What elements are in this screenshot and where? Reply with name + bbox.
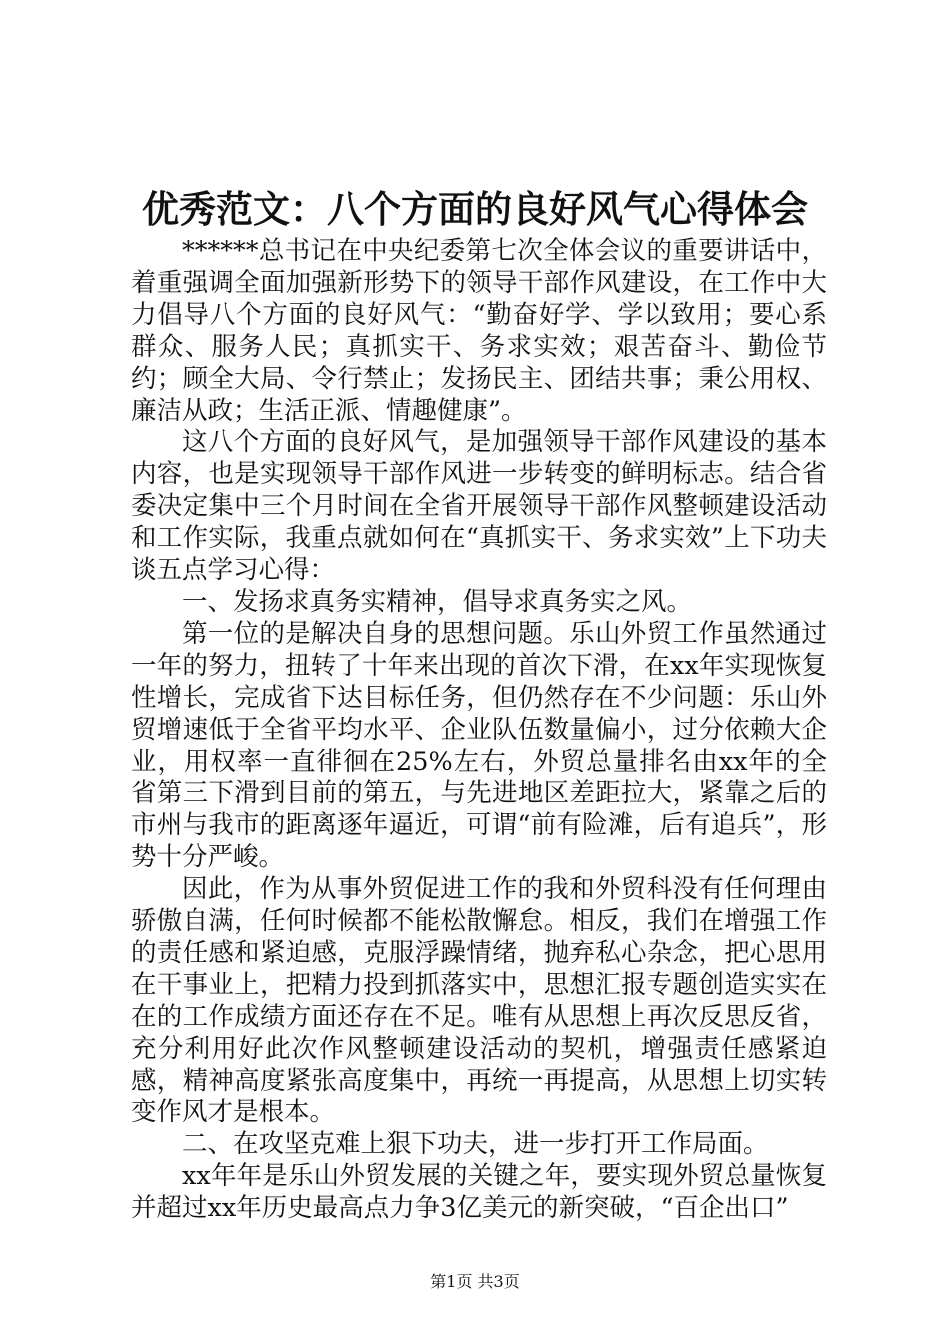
page-number-footer: 第1页 共3页 [430,1272,520,1291]
paragraph: 这八个方面的良好风气，是加强领导干部作风建设的基本内容，也是实现领导干部作风进一步转变的鲜明标志。结合省委决定集中三个月时间在全省开展领导干部作风整顿建设活动和工作实际，我重点就如何在“真抓实干、务求实效”上下功夫谈五点学习心得： [131,427,827,586]
document-body [131,236,827,1225]
paragraph: 因此，作为从事外贸促进工作的我和外贸科没有任何理由骄傲自满，任何时候都不能松散懈怠。相反，我们在增强工作的责任感和紧迫感，克服浮躁情绪，抛弃私心杂念，把心思用在干事业上，把精力投到抓落实中，思想汇报专题创造实实在在的工作成绩方面还存在不足。唯有从思想上再次反思反省，充分利用好此次作风整顿建设活动的契机，增强责任感紧迫感，精神高度紧张高度集中，再统一再提高，从思想上切实转变作风才是根本。 [131,874,827,1128]
paragraph: xx年年是乐山外贸发展的关键之年，要实现外贸总量恢复并超过xx年历史最高点力争3亿美元的新突破，“百企出口” [131,1161,827,1224]
paragraph: 第一位的是解决自身的思想问题。乐山外贸工作虽然通过一年的努力，扭转了十年来出现的首次下滑，在xx年实现恢复性增长，完成省下达目标任务，但仍然存在不少问题：乐山外贸增速低于全省平均水平、企业队伍数量偏小，过分依赖大企业，用权率一直徘徊在25%左右，外贸总量排名由xx年的全省第三下滑到目前的第五，与先进地区差距拉大，紧靠之后的市州与我市的距离逐年逼近，可谓“前有险滩，后有追兵”，形势十分严峻。 [131,618,827,873]
document-title: 优秀范文：八个方面的良好风气心得体会 [142,187,808,231]
section-heading: 二、在攻坚克难上狠下功夫，进一步打开工作局面。 [182,1129,769,1160]
paragraph: ******总书记在中央纪委第七次全体会议的重要讲话中，着重强调全面加强新形势下的领导干部作风建设，在工作中大力倡导八个方面的良好风气：“勤奋好学、学以致用；要心系群众、服务人民；真抓实干、务求实效；艰苦奋斗、勤俭节约；顾全大局、令行禁止；发扬民主、团结共事；秉公用权、廉洁从政；生活正派、情趣健康”。 [131,236,827,426]
section-heading: 一、发扬求真务实精神，倡导求真务实之风。 [182,586,693,617]
